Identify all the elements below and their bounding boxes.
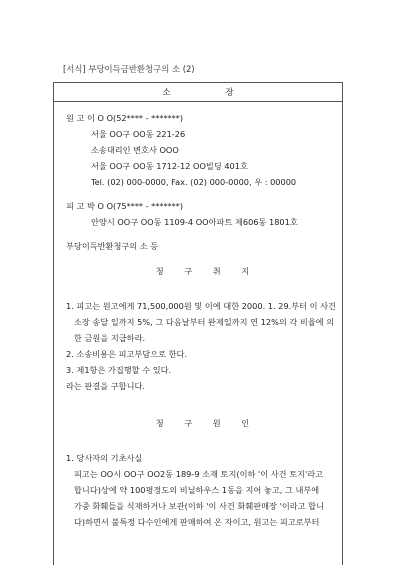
claim-cause-line: 합니다)상에 약 100평정도의 비닐하우스 1동을 지어 놓고, 그 내부에 (74, 485, 320, 495)
representative-contact: Tel. (02) 000-0000, Fax. (02) 000-0000, 우 : 00000 (91, 177, 297, 187)
claim-purpose-heading: 청 구 취 지 (155, 266, 259, 276)
complaint-form-box (53, 82, 343, 565)
claim-cause-heading: 청 구 원 인 (155, 418, 259, 428)
plaintiff-address: 서울 OO구 OO동 221-26 (91, 129, 186, 139)
defendant-label: 피 고 박 O O(75**** - *******) (66, 201, 184, 211)
claim-cause-line: 피고는 OO시 OO구 OO2동 189-9 소재 토지(이하 '이 사건 토지'라고 (74, 469, 324, 479)
document-title: 소 장 (162, 88, 260, 98)
claim-cause-line: 가중 화훼들을 식재하거나 보관(이하 '이 사건 화훼판매장 '이라고 합니 (74, 501, 324, 511)
claim-purpose-line: 한 금원을 지급하라. (74, 333, 146, 343)
defendant-address: 안양시 OO구 OO동 1109-4 OO아파트 제606동 1801호 (91, 217, 298, 227)
claim-purpose-line: 1. 피고는 원고에게 71,500,000원 및 이에 대한 2000. 1. 29.부터 이 사건 (66, 301, 336, 311)
section-title: 1. 당사자의 기초사실 (66, 453, 143, 463)
form-label: [서식] 부당이득금반환청구의 소 (2) (63, 64, 195, 74)
title-row (54, 83, 342, 102)
representative-address: 서울 OO구 OO동 1712-12 OO빌딩 401호 (91, 161, 248, 171)
plaintiff-representative: 소송대리인 변호사 OOO (91, 145, 179, 155)
claim-purpose-line: 소장 송달 일까지 5%, 그 다음날부터 완제일까지 연 12%의 각 비율에 의 (74, 317, 335, 327)
case-name: 부당이득반환청구의 소 등 (66, 241, 159, 251)
claim-purpose-line: 2. 소송비용은 피고부담으로 한다. (66, 349, 188, 359)
claim-cause-line: 다)하면서 불특정 다수인에게 판매하여 온 자이고, 원고는 피고로부터 (74, 517, 320, 527)
claim-purpose-line: 3. 제1항은 가집행할 수 있다. (66, 365, 172, 375)
claim-purpose-line: 라는 판결을 구합니다. (66, 381, 145, 391)
plaintiff-label: 원 고 이 O O(52**** - *******) (66, 113, 184, 123)
